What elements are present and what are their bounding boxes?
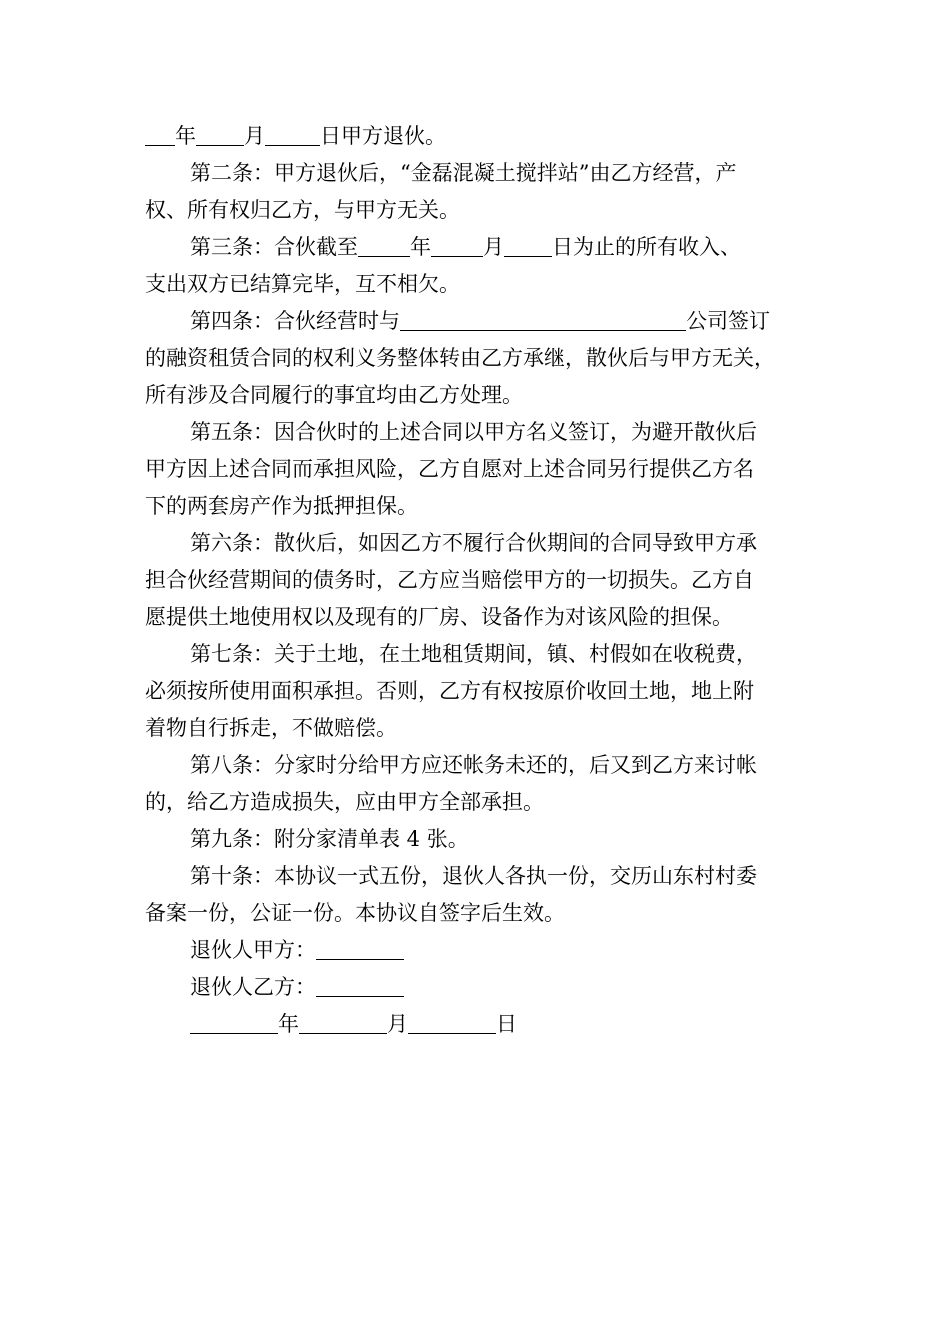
agreement-body [145,118,810,1043]
signature-label: 退伙人甲方： [190,938,316,962]
text-segment: 日为止的所有收入、 [552,235,741,259]
signature-date [145,1006,810,1043]
article-9: 第九条：附分家清单表 4 张。 [190,827,469,851]
month-blank [196,124,244,146]
text-segment: 年 [278,1012,299,1036]
article-8: 第八条：分家时分给甲方应还帐务未还的，后又到乙方来讨帐 [190,753,757,777]
article-3-cont: 支出双方已结算完毕，互不相欠。 [145,272,460,296]
article-10: 第十条：本协议一式五份，退伙人各执一份，交历山东村村委 [190,864,757,888]
article-5-cont: 甲方因上述合同而承担风险，乙方自愿对上述合同另行提供乙方名 [145,457,754,481]
article-6-cont: 担合伙经营期间的债务时，乙方应当赔偿甲方的一切损失。乙方自 [145,568,754,592]
text-segment: 第四条：合伙经营时与 [190,309,400,333]
text-segment: 月 [244,124,265,148]
text-segment: 日 [496,1012,517,1036]
article-4 [145,303,810,340]
year-blank [190,1012,278,1034]
article-7: 第七条：关于土地，在土地租赁期间，镇、村假如在收税费， [190,642,757,666]
article-2-cont: 权、所有权归乙方，与甲方无关。 [145,198,460,222]
article-4-cont: 的融资租赁合同的权利义务整体转由乙方承继，散伙后与甲方无关， [145,346,775,370]
text-segment: 日甲方退伙。 [320,124,446,148]
day-blank [504,235,552,257]
text-segment: 第三条：合伙截至 [190,235,358,259]
article-7-cont: 必须按所使用面积承担。否则，乙方有权按原价收回土地，地上附 [145,679,754,703]
article-6: 第六条：散伙后，如因乙方不履行合伙期间的合同导致甲方承 [190,531,757,555]
paragraph-line [145,118,810,155]
signature-party-b [145,969,810,1006]
article-8-cont: 的，给乙方造成损失，应由甲方全部承担。 [145,790,544,814]
month-blank [431,235,483,257]
text-segment: 月 [483,235,504,259]
article-5-cont: 下的两套房产作为抵押担保。 [145,494,418,518]
article-6-cont: 愿提供土地使用权以及现有的厂房、设备作为对该风险的担保。 [145,605,733,629]
day-blank [408,1012,496,1034]
company-blank [400,309,686,331]
signature-blank [316,975,404,997]
article-2: 第二条：甲方退伙后，“金磊混凝土搅拌站”由乙方经营，产 [190,161,737,185]
article-7-cont: 着物自行拆走，不做赔偿。 [145,716,397,740]
article-4-cont: 所有涉及合同履行的事宜均由乙方处理。 [145,383,523,407]
text-segment: 月 [387,1012,408,1036]
year-blank [358,235,410,257]
text-segment: 年 [410,235,431,259]
article-5: 第五条：因合伙时的上述合同以甲方名义签订，为避开散伙后 [190,420,757,444]
year-blank [145,124,175,146]
signature-party-a [145,932,810,969]
day-blank [265,124,320,146]
article-3 [145,229,810,266]
article-10-cont: 备案一份，公证一份。本协议自签字后生效。 [145,901,565,925]
text-segment: 年 [175,124,196,148]
text-segment: 公司签订 [686,309,770,333]
signature-blank [316,938,404,960]
month-blank [299,1012,387,1034]
signature-label: 退伙人乙方： [190,975,316,999]
